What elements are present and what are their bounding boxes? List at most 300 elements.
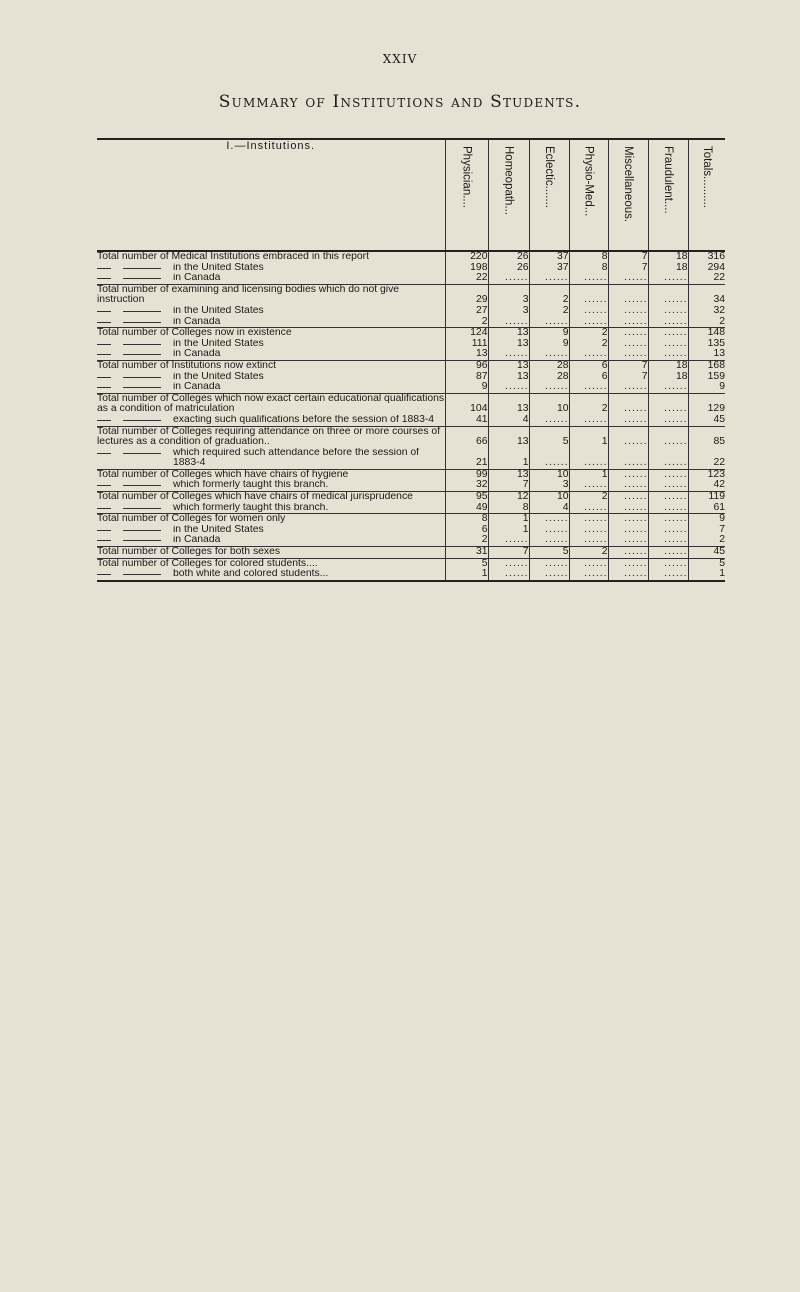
cell-value: 61 (713, 501, 725, 513)
sub-row-label: which formerly taught this branch. (97, 503, 445, 514)
value-cell (529, 251, 569, 284)
row-label: Total number of Colleges now in existence (97, 328, 292, 339)
cell-value (489, 273, 529, 284)
value-cell (569, 393, 608, 426)
cell-value (649, 273, 688, 284)
row-label-cell (97, 284, 445, 327)
cell-value: 1 (719, 568, 725, 580)
value-cell (688, 426, 725, 469)
cell-value: 124 (470, 327, 488, 339)
cell-value: 41 (475, 413, 488, 425)
cell-value: 31 (475, 546, 488, 558)
row-label-cell (97, 251, 445, 284)
sub-row-label: in the United States (97, 306, 445, 317)
value-cell (529, 492, 569, 514)
cell-value: 28 (556, 370, 569, 382)
cell-value: 28 (556, 359, 569, 371)
cell-value (609, 317, 648, 328)
cell-value: 22 (713, 272, 725, 284)
cell-value: 159 (707, 370, 725, 382)
value-cell (445, 284, 488, 327)
sub-row-label: in the United States (97, 372, 445, 383)
cell-value: 13 (713, 348, 725, 360)
cell-value: 294 (707, 261, 725, 273)
value-cell (569, 547, 608, 559)
value-cell (608, 284, 648, 327)
cell-value: 18 (675, 359, 688, 371)
cell-value: 9 (562, 327, 569, 339)
cell-value (609, 547, 648, 558)
column-header-label: Physician.... (460, 146, 473, 208)
cell-value: 12 (516, 491, 529, 503)
table-row-group (97, 251, 725, 284)
table-header-row (97, 139, 725, 251)
cell-value (609, 382, 648, 393)
column-header-label: Miscellaneous. (622, 146, 634, 223)
value-cell (529, 328, 569, 361)
cell-value: 66 (475, 436, 488, 448)
column-header (488, 139, 529, 251)
table-body (97, 251, 725, 581)
value-cell (529, 514, 569, 547)
cell-value (609, 535, 648, 546)
cell-value: 1 (481, 568, 488, 580)
row-label: Total number of Colleges which have chairs of hygiene (97, 469, 349, 480)
cell-value (530, 317, 569, 328)
table-row-group (97, 284, 725, 327)
cell-value: 4 (522, 413, 529, 425)
column-header (529, 139, 569, 251)
sub-row-label: in Canada (97, 349, 445, 360)
cell-value (489, 382, 529, 393)
cell-value: 1 (601, 436, 608, 448)
cell-value (649, 480, 688, 491)
value-cell (488, 547, 529, 559)
cell-value (609, 437, 648, 448)
cell-value: 34 (713, 294, 725, 306)
row-label: Total number of Colleges which now exact certain educational qualifications as a condition of matriculation (97, 393, 445, 415)
sub-row-label: in Canada (97, 382, 445, 393)
value-cell (608, 251, 648, 284)
cell-value (649, 382, 688, 393)
cell-value: 9 (719, 513, 725, 525)
row-label-cell (97, 492, 445, 514)
cell-value: 95 (475, 491, 488, 503)
cell-value: 1 (522, 513, 529, 525)
value-cell (445, 426, 488, 469)
cell-value: 7 (522, 479, 529, 491)
cell-value: 7 (522, 546, 529, 558)
cell-value (609, 415, 648, 426)
value-cell (648, 251, 688, 284)
cell-value: 18 (675, 370, 688, 382)
cell-value: 13 (516, 359, 529, 371)
cell-value: 2 (719, 534, 725, 546)
value-cell (648, 426, 688, 469)
column-header (445, 139, 488, 251)
row-label-cell (97, 469, 445, 491)
cell-value: 2 (562, 304, 569, 316)
cell-value: 26 (516, 261, 529, 273)
cell-value (570, 503, 608, 514)
cell-value: 6 (481, 523, 488, 535)
value-cell (569, 469, 608, 491)
cell-value (530, 349, 569, 360)
cell-value (570, 569, 608, 580)
cell-value: 6 (601, 359, 608, 371)
value-cell (445, 558, 488, 581)
cell-value: 10 (556, 403, 569, 415)
cell-value: 7 (719, 523, 725, 535)
cell-value: 2 (601, 491, 608, 503)
cell-value (609, 569, 648, 580)
sub-row-label: in Canada (97, 317, 445, 328)
value-cell (488, 360, 529, 393)
row-label: Total number of Colleges requiring attendance on three or more courses of lectures as a condition of graduation.. (97, 426, 441, 448)
cell-value (570, 382, 608, 393)
value-cell (569, 328, 608, 361)
cell-value (570, 535, 608, 546)
cell-value (530, 569, 569, 580)
cell-value: 5 (719, 557, 725, 569)
cell-value (609, 273, 648, 284)
value-cell (569, 558, 608, 581)
value-cell (608, 514, 648, 547)
cell-value (489, 349, 529, 360)
value-cell (608, 492, 648, 514)
cell-value: 85 (713, 436, 725, 448)
cell-value (489, 535, 529, 546)
value-cell (648, 360, 688, 393)
value-cell (688, 360, 725, 393)
value-cell (648, 558, 688, 581)
cell-value: 8 (601, 251, 608, 262)
value-cell (569, 514, 608, 547)
cell-value: 7 (641, 359, 648, 371)
cell-value: 18 (675, 261, 688, 273)
value-cell (445, 514, 488, 547)
cell-value: 37 (556, 261, 569, 273)
cell-value: 3 (522, 304, 529, 316)
cell-value: 104 (470, 403, 488, 415)
cell-value: 13 (516, 337, 529, 349)
value-cell (445, 251, 488, 284)
value-cell (608, 360, 648, 393)
row-label: Total number of Medical Institutions embraced in this report (97, 252, 370, 262)
cell-value: 37 (556, 251, 569, 262)
value-cell (688, 469, 725, 491)
cell-value: 111 (471, 337, 488, 349)
value-cell (688, 558, 725, 581)
cell-value: 2 (481, 315, 488, 327)
cell-value (530, 415, 569, 426)
value-cell (488, 328, 529, 361)
row-label: Total number of Colleges for women only (97, 514, 286, 525)
cell-value (649, 349, 688, 360)
row-label: Total number of examining and licensing bodies which do not give instruction (97, 284, 400, 306)
value-cell (608, 393, 648, 426)
row-label: Total number of Colleges which have chairs of medical jurisprudence (97, 492, 413, 503)
cell-value: 7 (641, 261, 648, 273)
value-cell (648, 492, 688, 514)
cell-value: 3 (522, 294, 529, 306)
cell-value: 49 (475, 501, 488, 513)
cell-value (649, 547, 688, 558)
cell-value (530, 273, 569, 284)
sub-row-label: which required such attendance before the session of 1883-4 (97, 448, 445, 469)
cell-value (570, 306, 608, 317)
value-cell (688, 492, 725, 514)
cell-value: 13 (516, 327, 529, 339)
cell-value: 13 (516, 403, 529, 415)
cell-value: 32 (713, 304, 725, 316)
cell-value: 6 (601, 370, 608, 382)
cell-value (649, 503, 688, 514)
cell-value: 220 (470, 251, 488, 262)
cell-value (570, 349, 608, 360)
value-cell (445, 328, 488, 361)
cell-value: 10 (556, 491, 569, 503)
cell-value: 9 (481, 381, 488, 393)
cell-value: 5 (562, 546, 569, 558)
column-header-label: Physio-Med... (582, 146, 595, 217)
cell-value (570, 415, 608, 426)
cell-value: 316 (707, 251, 725, 262)
cell-value (530, 382, 569, 393)
column-header (569, 139, 608, 251)
value-cell (569, 426, 608, 469)
row-label-cell (97, 426, 445, 469)
sub-row-label: both white and colored students... (97, 569, 445, 580)
column-header (648, 139, 688, 251)
row-header: I.—Institutions. (97, 139, 445, 251)
sub-row-label: exacting such qualifications before the session of 1883-4 (97, 415, 445, 426)
sub-row-label: in the United States (97, 263, 445, 274)
cell-value (649, 569, 688, 580)
value-cell (488, 469, 529, 491)
value-cell (648, 469, 688, 491)
value-cell (608, 426, 648, 469)
table-row-group (97, 426, 725, 469)
table-row-group (97, 328, 725, 361)
value-cell (445, 393, 488, 426)
cell-value: 148 (707, 327, 725, 339)
cell-value: 2 (601, 403, 608, 415)
value-cell (688, 251, 725, 284)
cell-value (609, 349, 648, 360)
cell-value: 99 (475, 468, 488, 480)
cell-value: 22 (475, 272, 488, 284)
table-row-group (97, 393, 725, 426)
column-header-label: Fraudulent.... (662, 146, 674, 214)
row-label-cell (97, 558, 445, 581)
sub-row-label: in Canada (97, 273, 445, 284)
value-cell (488, 514, 529, 547)
value-cell (445, 360, 488, 393)
sub-row-label: in Canada (97, 535, 445, 546)
value-cell (529, 558, 569, 581)
cell-value: 4 (562, 501, 569, 513)
value-cell (569, 284, 608, 327)
cell-value: 2 (601, 327, 608, 339)
cell-value: 29 (475, 294, 488, 306)
cell-value (570, 458, 608, 469)
sub-row-label: which formerly taught this branch. (97, 480, 445, 491)
cell-value: 168 (707, 359, 725, 371)
value-cell (445, 547, 488, 559)
cell-value: 21 (475, 457, 488, 469)
table-row-group (97, 514, 725, 547)
cell-value: 87 (475, 370, 488, 382)
table-row-group (97, 558, 725, 581)
value-cell (529, 284, 569, 327)
table-row-group (97, 492, 725, 514)
row-label: Total number of Institutions now extinct (97, 360, 277, 371)
cell-value: 135 (707, 337, 725, 349)
cell-value: 13 (475, 348, 488, 360)
cell-value: 8 (481, 513, 488, 525)
cell-value: 7 (641, 251, 648, 262)
cell-value: 10 (556, 468, 569, 480)
value-cell (648, 284, 688, 327)
value-cell (569, 492, 608, 514)
cell-value (649, 317, 688, 328)
column-header (608, 139, 648, 251)
value-cell (608, 547, 648, 559)
value-cell (529, 547, 569, 559)
value-cell (688, 284, 725, 327)
value-cell (648, 328, 688, 361)
row-label: Total number of Colleges for colored students.... (97, 558, 318, 569)
cell-value (649, 415, 688, 426)
column-header-label: Eclectic....... (543, 146, 555, 208)
cell-value: 26 (516, 251, 529, 262)
cell-value: 7 (641, 370, 648, 382)
value-cell (529, 426, 569, 469)
cell-value: 22 (713, 457, 725, 469)
cell-value: 9 (562, 337, 569, 349)
summary-table (97, 138, 725, 582)
value-cell (529, 393, 569, 426)
value-cell (569, 360, 608, 393)
value-cell (529, 469, 569, 491)
cell-value: 2 (601, 337, 608, 349)
value-cell (529, 360, 569, 393)
cell-value: 1 (522, 457, 529, 469)
cell-value: 32 (475, 479, 488, 491)
cell-value: 8 (601, 261, 608, 273)
cell-value (649, 437, 688, 448)
value-cell (688, 328, 725, 361)
table-row-group (97, 469, 725, 491)
cell-value (570, 273, 608, 284)
value-cell (445, 492, 488, 514)
value-cell (608, 469, 648, 491)
cell-value (649, 535, 688, 546)
cell-value: 13 (516, 436, 529, 448)
cell-value (649, 306, 688, 317)
row-label-cell (97, 393, 445, 426)
cell-value: 45 (713, 413, 725, 425)
row-label: Total number of Colleges for both sexes (97, 547, 281, 558)
cell-value (489, 317, 529, 328)
cell-value: 3 (562, 479, 569, 491)
value-cell (445, 469, 488, 491)
cell-value: 129 (707, 403, 725, 415)
value-cell (488, 284, 529, 327)
value-cell (488, 492, 529, 514)
value-cell (688, 547, 725, 559)
cell-value: 1 (601, 468, 608, 480)
cell-value (530, 458, 569, 469)
table-row-group (97, 360, 725, 393)
value-cell (488, 393, 529, 426)
cell-value: 9 (719, 381, 725, 393)
cell-value: 42 (713, 479, 725, 491)
cell-value: 27 (475, 304, 488, 316)
cell-value: 18 (675, 251, 688, 262)
value-cell (648, 547, 688, 559)
cell-value (609, 503, 648, 514)
value-cell (648, 514, 688, 547)
cell-value: 45 (713, 546, 725, 558)
row-label-cell (97, 360, 445, 393)
cell-value: 2 (481, 534, 488, 546)
cell-value (530, 535, 569, 546)
page-number: XXIV (382, 52, 418, 66)
cell-value (570, 480, 608, 491)
value-cell (688, 393, 725, 426)
cell-value: 1 (522, 523, 529, 535)
cell-value: 123 (707, 468, 725, 480)
column-header (688, 139, 725, 251)
cell-value: 8 (522, 501, 529, 513)
cell-value: 5 (481, 557, 488, 569)
cell-value: 2 (562, 294, 569, 306)
value-cell (608, 558, 648, 581)
row-label-cell (97, 328, 445, 361)
cell-value: 2 (601, 546, 608, 558)
cell-value (609, 306, 648, 317)
cell-value (609, 480, 648, 491)
value-cell (488, 426, 529, 469)
column-header-label: Totals.......... (700, 146, 713, 208)
sub-row-label: in the United States (97, 339, 445, 350)
cell-value: 5 (562, 436, 569, 448)
cell-value: 198 (470, 261, 488, 273)
value-cell (648, 393, 688, 426)
cell-value (649, 458, 688, 469)
value-cell (608, 328, 648, 361)
value-cell (488, 558, 529, 581)
value-cell (688, 514, 725, 547)
row-label-cell (97, 514, 445, 547)
cell-value (570, 317, 608, 328)
cell-value: 119 (708, 491, 725, 503)
cell-value: 2 (719, 315, 725, 327)
cell-value (489, 569, 529, 580)
column-header-label: Homeopath... (502, 146, 515, 216)
page-title: Summary of Institutions and Students. (218, 92, 582, 112)
cell-value: 96 (475, 359, 488, 371)
sub-row-label: in the United States (97, 525, 445, 536)
value-cell (569, 251, 608, 284)
cell-value (609, 458, 648, 469)
cell-value: 13 (516, 468, 529, 480)
table-row-group (97, 547, 725, 559)
value-cell (488, 251, 529, 284)
row-label-cell (97, 547, 445, 559)
